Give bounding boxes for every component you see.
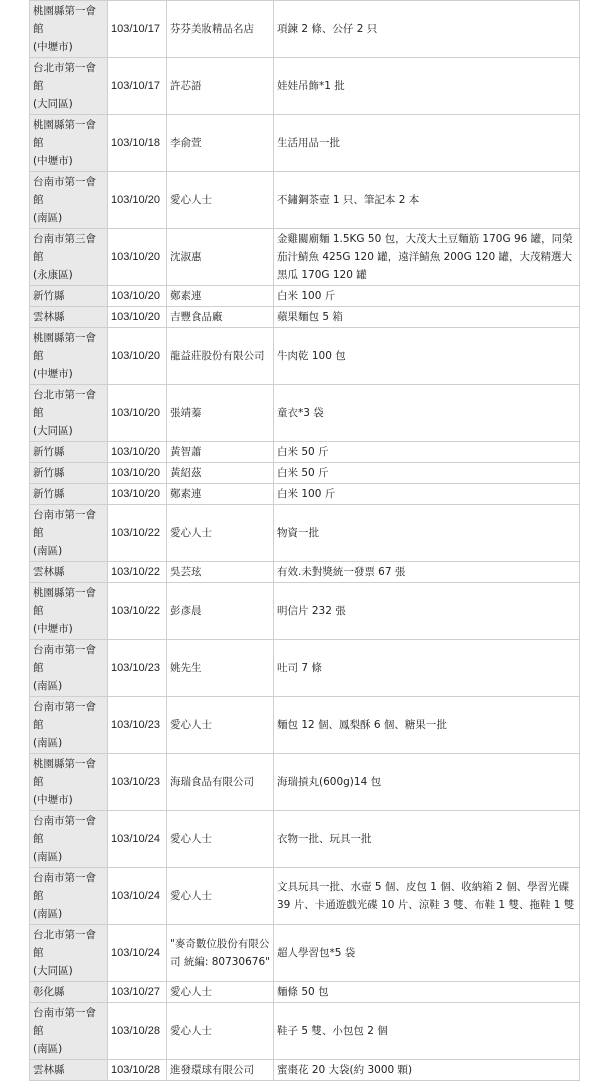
date-cell: 103/10/24 bbox=[108, 811, 167, 868]
items-cell: 文具玩具一批、水壺 5 個、皮包 1 個、收納箱 2 個、學習光碟 39 片、卡通遊戲光碟 10 片、涼鞋 3 雙、布鞋 1 雙、拖鞋 1 雙 bbox=[274, 868, 580, 925]
donor-cell: 李俞萱 bbox=[167, 115, 274, 172]
location-cell: 桃園縣第一會館 (中壢市) bbox=[30, 583, 108, 640]
donor-cell: 愛心人士 bbox=[167, 505, 274, 562]
donor-cell: 許芯語 bbox=[167, 58, 274, 115]
donor-cell: 龍益莊股份有限公司 bbox=[167, 328, 274, 385]
donor-cell: 沈淑惠 bbox=[167, 229, 274, 286]
location-cell: 台南市第一會館 (南區) bbox=[30, 811, 108, 868]
donor-cell: 吳芸玹 bbox=[167, 562, 274, 583]
location-cell: 雲林縣 bbox=[30, 1060, 108, 1081]
donor-cell: 張靖蓁 bbox=[167, 385, 274, 442]
date-cell: 103/10/28 bbox=[108, 1003, 167, 1060]
date-cell: 103/10/20 bbox=[108, 463, 167, 484]
location-cell: 台南市第三會館 (永康區) bbox=[30, 229, 108, 286]
table-row bbox=[30, 328, 580, 385]
donor-cell: 黃紹茲 bbox=[167, 463, 274, 484]
donor-cell: 黃智蕭 bbox=[167, 442, 274, 463]
items-cell: 白米 100 斤 bbox=[274, 286, 580, 307]
date-cell: 103/10/17 bbox=[108, 58, 167, 115]
donor-cell: 愛心人士 bbox=[167, 697, 274, 754]
donor-cell: 彭彥晨 bbox=[167, 583, 274, 640]
items-cell: 白米 50 斤 bbox=[274, 442, 580, 463]
location-cell: 新竹縣 bbox=[30, 463, 108, 484]
table-row bbox=[30, 1060, 580, 1081]
items-cell: 吐司 7 條 bbox=[274, 640, 580, 697]
location-cell: 桃園縣第一會館 (中壢市) bbox=[30, 328, 108, 385]
donor-cell: 愛心人士 bbox=[167, 811, 274, 868]
table-row bbox=[30, 562, 580, 583]
date-cell: 103/10/23 bbox=[108, 697, 167, 754]
date-cell: 103/10/20 bbox=[108, 442, 167, 463]
date-cell: 103/10/23 bbox=[108, 640, 167, 697]
items-cell: 童衣*3 袋 bbox=[274, 385, 580, 442]
date-cell: 103/10/20 bbox=[108, 484, 167, 505]
donor-cell: 姚先生 bbox=[167, 640, 274, 697]
items-cell: 蘋果麵包 5 箱 bbox=[274, 307, 580, 328]
date-cell: 103/10/22 bbox=[108, 583, 167, 640]
items-cell: 金雞關廟麵 1.5KG 50 包，大茂大土豆麵筋 170G 96 罐，同榮茄汁鯖魚 425G 120 罐，遠洋鯖魚 200G 120 罐，大茂精選大黑瓜 170G 120 罐 bbox=[274, 229, 580, 286]
table-row bbox=[30, 484, 580, 505]
date-cell: 103/10/20 bbox=[108, 328, 167, 385]
table-row bbox=[30, 172, 580, 229]
items-cell: 明信片 232 張 bbox=[274, 583, 580, 640]
location-cell: 雲林縣 bbox=[30, 307, 108, 328]
table-row bbox=[30, 1, 580, 58]
table-row bbox=[30, 463, 580, 484]
table-row bbox=[30, 442, 580, 463]
table-row bbox=[30, 868, 580, 925]
table-row bbox=[30, 505, 580, 562]
date-cell: 103/10/24 bbox=[108, 925, 167, 982]
donor-cell: 愛心人士 bbox=[167, 172, 274, 229]
items-cell: 有效.未對獎統一發票 67 張 bbox=[274, 562, 580, 583]
date-cell: 103/10/17 bbox=[108, 1, 167, 58]
date-cell: 103/10/28 bbox=[108, 1060, 167, 1081]
date-cell: 103/10/18 bbox=[108, 115, 167, 172]
donor-cell: 進發環球有限公司 bbox=[167, 1060, 274, 1081]
donor-cell: 愛心人士 bbox=[167, 868, 274, 925]
table-row bbox=[30, 583, 580, 640]
table-row bbox=[30, 115, 580, 172]
items-cell: 衣物一批、玩具一批 bbox=[274, 811, 580, 868]
items-cell: 海瑞摃丸(600g)14 包 bbox=[274, 754, 580, 811]
date-cell: 103/10/20 bbox=[108, 286, 167, 307]
location-cell: 雲林縣 bbox=[30, 562, 108, 583]
items-cell: 白米 100 斤 bbox=[274, 484, 580, 505]
items-cell: 生活用品一批 bbox=[274, 115, 580, 172]
table-row bbox=[30, 229, 580, 286]
donor-cell: 芬芬美妝精品名店 bbox=[167, 1, 274, 58]
items-cell: 超人學習包*5 袋 bbox=[274, 925, 580, 982]
date-cell: 103/10/20 bbox=[108, 229, 167, 286]
date-cell: 103/10/20 bbox=[108, 307, 167, 328]
location-cell: 新竹縣 bbox=[30, 286, 108, 307]
table-row bbox=[30, 1003, 580, 1060]
table-row bbox=[30, 697, 580, 754]
date-cell: 103/10/20 bbox=[108, 385, 167, 442]
items-cell: 項鍊 2 條、公仔 2 只 bbox=[274, 1, 580, 58]
table-row bbox=[30, 307, 580, 328]
location-cell: 台北市第一會館 (大同區) bbox=[30, 925, 108, 982]
items-cell: 白米 50 斤 bbox=[274, 463, 580, 484]
donor-cell: "麥奇數位股份有限公司 統編: 80730676" bbox=[167, 925, 274, 982]
table-row bbox=[30, 982, 580, 1003]
location-cell: 台南市第一會館 (南區) bbox=[30, 697, 108, 754]
location-cell: 新竹縣 bbox=[30, 442, 108, 463]
location-cell: 台南市第一會館 (南區) bbox=[30, 1003, 108, 1060]
location-cell: 台南市第一會館 (南區) bbox=[30, 505, 108, 562]
date-cell: 103/10/22 bbox=[108, 562, 167, 583]
donation-table-body bbox=[30, 1, 580, 1081]
table-row bbox=[30, 58, 580, 115]
table-row bbox=[30, 754, 580, 811]
table-row bbox=[30, 286, 580, 307]
location-cell: 台北市第一會館 (大同區) bbox=[30, 385, 108, 442]
table-row bbox=[30, 640, 580, 697]
items-cell: 娃娃吊飾*1 批 bbox=[274, 58, 580, 115]
donor-cell: 愛心人士 bbox=[167, 1003, 274, 1060]
table-row bbox=[30, 811, 580, 868]
date-cell: 103/10/23 bbox=[108, 754, 167, 811]
items-cell: 麵包 12 個、鳳梨酥 6 個、糖果一批 bbox=[274, 697, 580, 754]
table-row bbox=[30, 385, 580, 442]
date-cell: 103/10/22 bbox=[108, 505, 167, 562]
location-cell: 新竹縣 bbox=[30, 484, 108, 505]
donor-cell: 鄭素連 bbox=[167, 286, 274, 307]
location-cell: 台南市第一會館 (南區) bbox=[30, 640, 108, 697]
location-cell: 彰化縣 bbox=[30, 982, 108, 1003]
date-cell: 103/10/27 bbox=[108, 982, 167, 1003]
location-cell: 桃園縣第一會館 (中壢市) bbox=[30, 754, 108, 811]
location-cell: 桃園縣第一會館 (中壢市) bbox=[30, 115, 108, 172]
items-cell: 麵條 50 包 bbox=[274, 982, 580, 1003]
location-cell: 桃園縣第一會館 (中壢市) bbox=[30, 1, 108, 58]
items-cell: 鞋子 5 雙、小包包 2 個 bbox=[274, 1003, 580, 1060]
location-cell: 台南市第一會館 (南區) bbox=[30, 172, 108, 229]
donation-table bbox=[29, 0, 580, 1081]
date-cell: 103/10/24 bbox=[108, 868, 167, 925]
date-cell: 103/10/20 bbox=[108, 172, 167, 229]
items-cell: 牛肉乾 100 包 bbox=[274, 328, 580, 385]
donor-cell: 鄭素連 bbox=[167, 484, 274, 505]
table-row bbox=[30, 925, 580, 982]
items-cell: 物資一批 bbox=[274, 505, 580, 562]
donor-cell: 海瑞食品有限公司 bbox=[167, 754, 274, 811]
items-cell: 蜜棗花 20 大袋(約 3000 顆) bbox=[274, 1060, 580, 1081]
donor-cell: 吉豐食品廠 bbox=[167, 307, 274, 328]
items-cell: 不鏽鋼茶壺 1 只、筆記本 2 本 bbox=[274, 172, 580, 229]
location-cell: 台南市第一會館 (南區) bbox=[30, 868, 108, 925]
location-cell: 台北市第一會館 (大同區) bbox=[30, 58, 108, 115]
donor-cell: 愛心人士 bbox=[167, 982, 274, 1003]
